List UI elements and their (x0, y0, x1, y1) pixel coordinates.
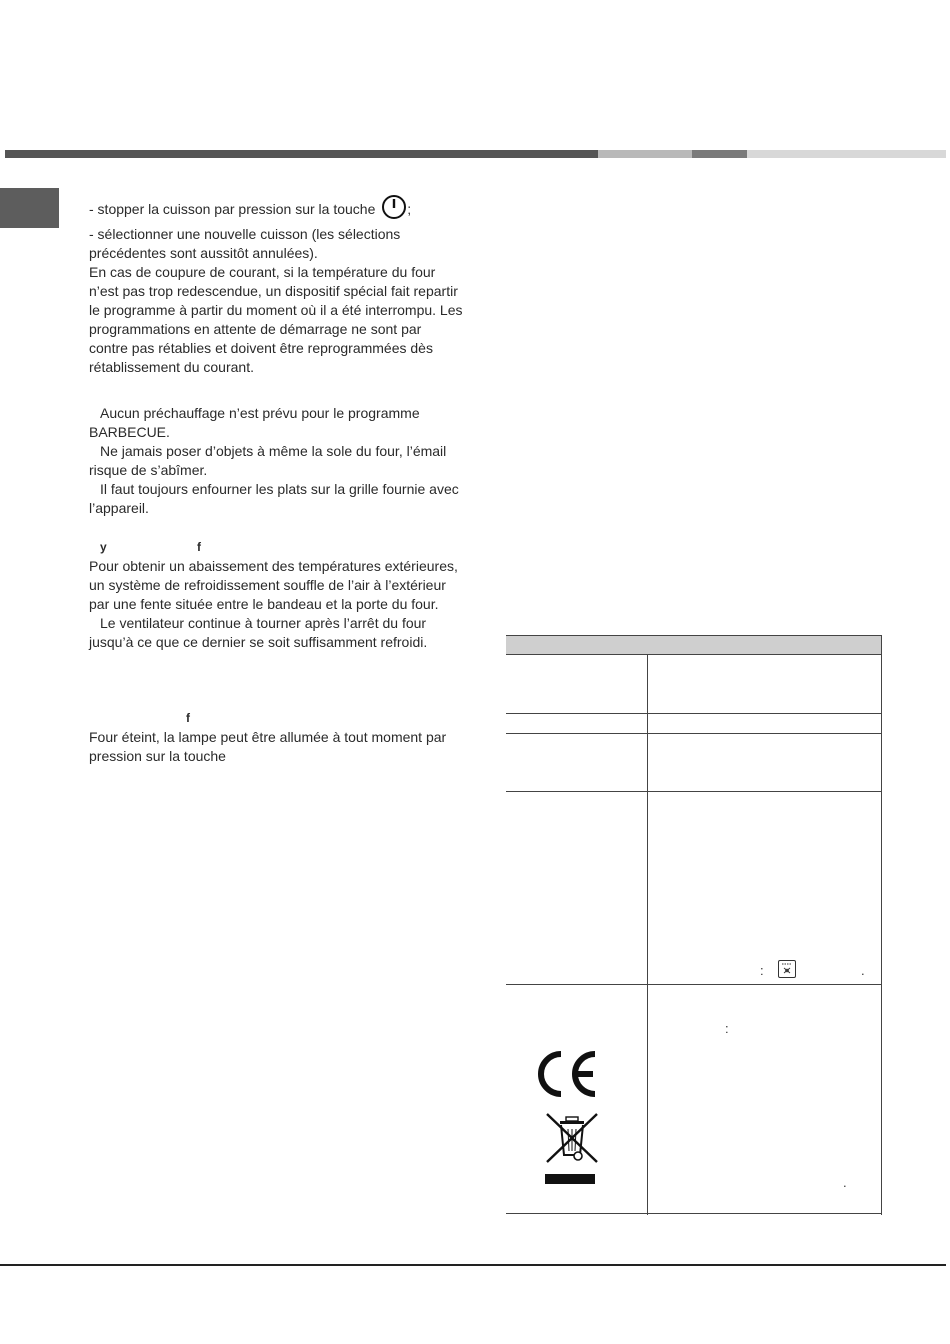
table-dot: . (843, 1175, 847, 1190)
cancel-line-1-end: ; (407, 201, 412, 217)
table-row-divider (506, 984, 882, 985)
note-sole: Ne jamais poser d’objets à même la sole du four, l’émail risque de s’abîmer. (89, 443, 447, 478)
ce-mark-icon (533, 1048, 599, 1105)
table-row-divider (506, 733, 882, 734)
table-column-divider (647, 655, 648, 1215)
notes-block (89, 404, 464, 518)
table-row-divider (506, 713, 882, 714)
table-header (506, 635, 882, 655)
cooling-heading (89, 538, 464, 557)
note-grille: Il faut toujours enfourner les plats sur la grille fournie avec l’appareil. (89, 481, 459, 516)
crossed-bin-icon (544, 1111, 600, 1192)
cooling-heading-a: y (100, 540, 107, 554)
lamp-heading (89, 709, 464, 728)
header-bar-dark (5, 150, 598, 158)
cooling-heading-b: f (197, 540, 201, 554)
oven-light-icon (778, 960, 796, 978)
cancel-line-1: - stopper la cuisson par pression sur la touche (89, 201, 376, 217)
lamp-heading-text: f (186, 711, 190, 725)
header-bar-mid (692, 150, 747, 158)
note-preheat: Aucun préchauffage n’est prévu pour le programme BARBECUE. (89, 405, 420, 440)
lamp-section (89, 709, 464, 766)
cooling-section (89, 538, 464, 652)
note-fan: Le ventilateur continue à tourner après l’arrêt du four jusqu’à ce que ce dernier se soit suffisamment refroidi. (89, 615, 428, 650)
table-colon: : (760, 963, 764, 978)
info-table (506, 635, 882, 1215)
text-block-cancel (89, 194, 464, 377)
language-tab (0, 188, 59, 228)
header-color-bar (5, 150, 946, 158)
table-dot: . (861, 963, 865, 978)
cooling-paragraph: Pour obtenir un abaissement des températures extérieures, un système de refroidissement souffle de l’air à l’extérieur par une fente située entre le bandeau et la porte du four. (89, 558, 458, 612)
table-colon: : (725, 1021, 729, 1036)
table-right-border (881, 635, 882, 1215)
table-bottom-border (506, 1213, 882, 1214)
power-cut-paragraph: En cas de coupure de courant, si la température du four n’est pas trop redescendue, un dispositif spécial fait repartir le programme à partir du moment où il a été interrompu. Les programmations en attente de démarrage ne sont par contre pas rétablies et doivent être reprogrammées dès rétablissement du courant. (89, 264, 463, 375)
lamp-paragraph: Four éteint, la lampe peut être allumée à tout moment par pression sur la touche (89, 729, 447, 764)
cancel-line-2: - sélectionner une nouvelle cuisson (les sélections précédentes sont aussitôt annulées). (89, 226, 401, 261)
header-bar-pale (747, 150, 946, 158)
footer-rule (0, 1264, 946, 1266)
power-button-icon (381, 194, 407, 225)
header-bar-light (598, 150, 692, 158)
table-row-divider (506, 791, 882, 792)
